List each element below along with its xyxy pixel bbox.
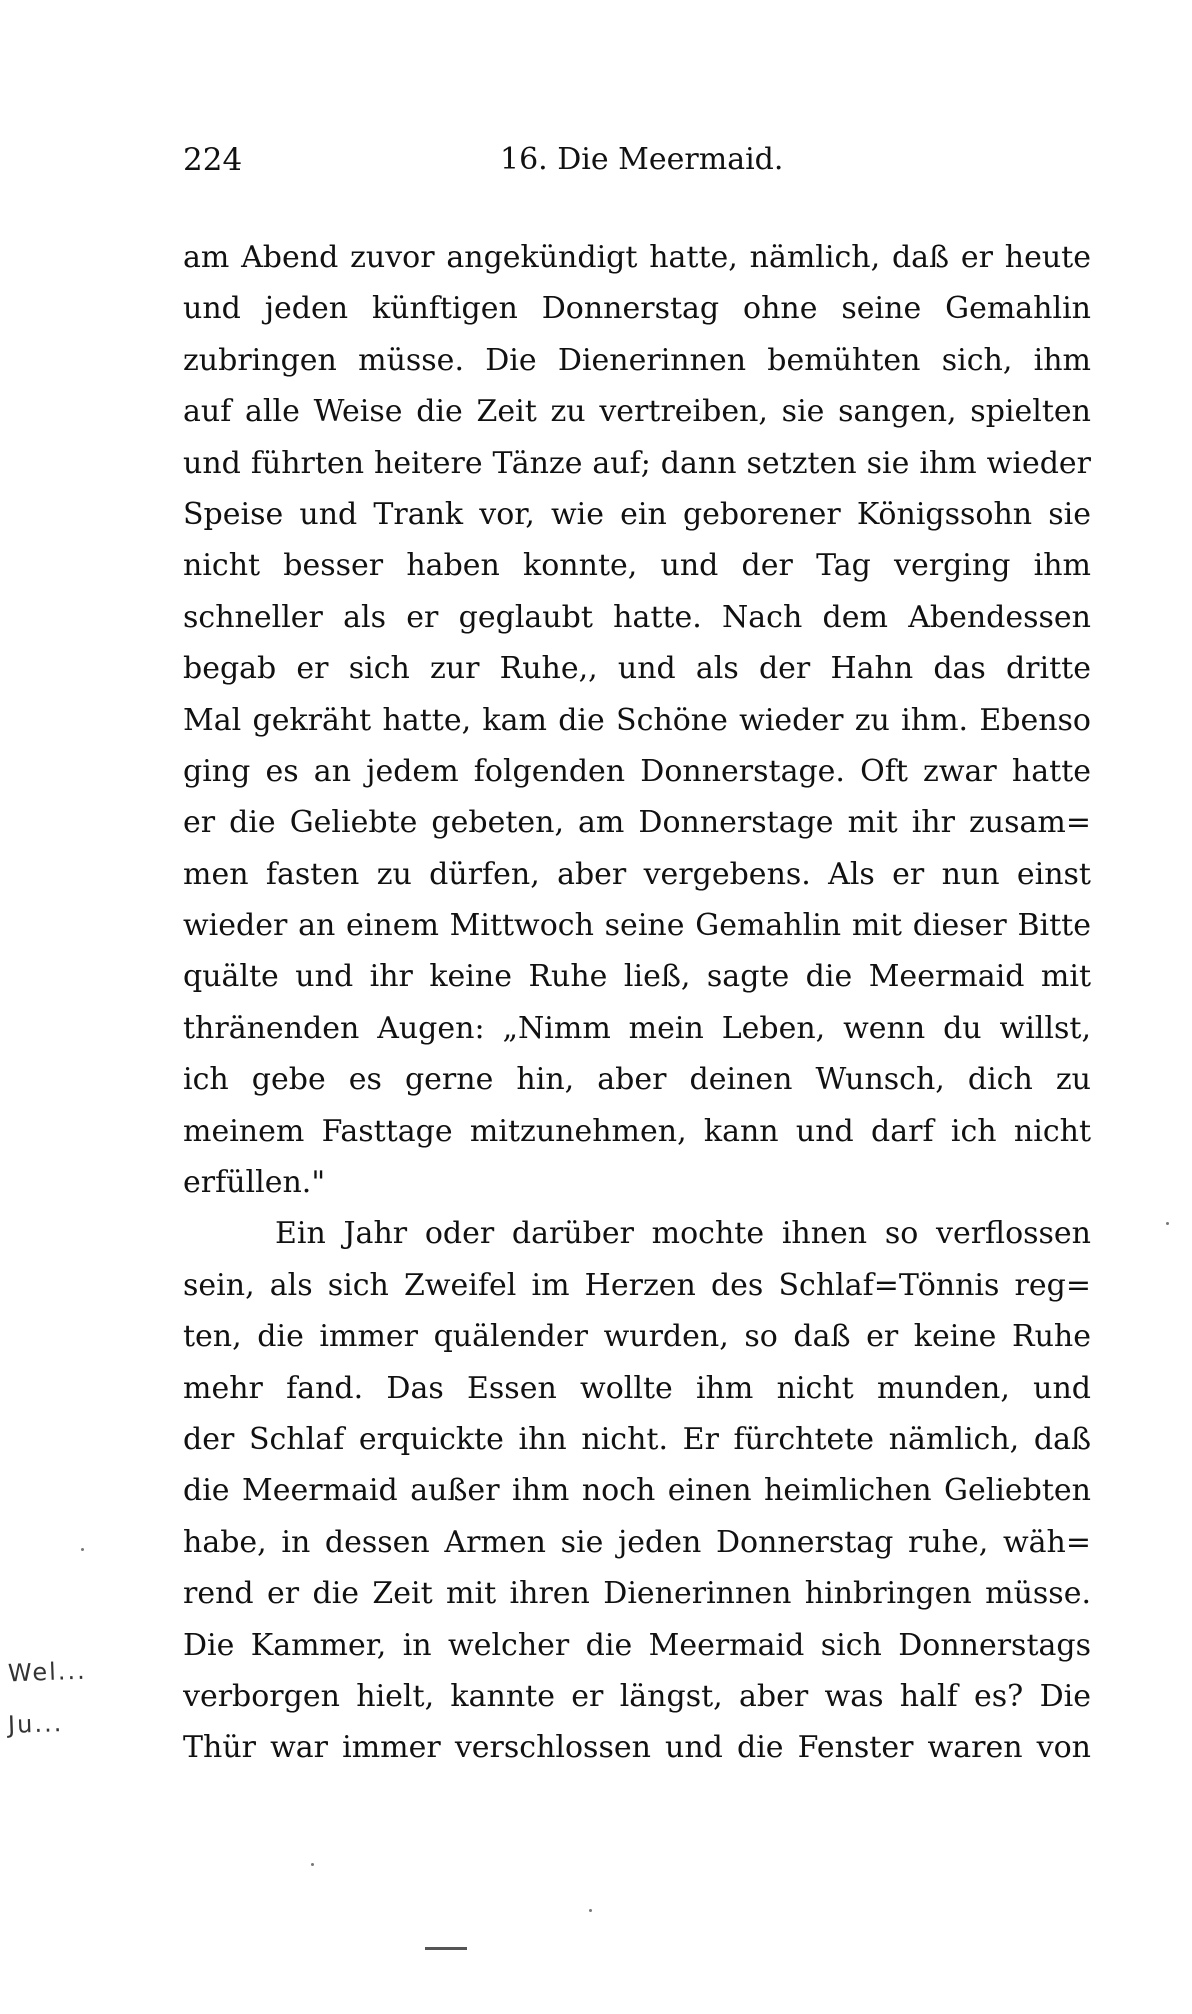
- text-line: und führten heitere Tänze auf; dann setzten sie ihm wieder: [183, 445, 1091, 481]
- bottom-rule-mark: [425, 1947, 467, 1950]
- text-line: Thür war immer verschlossen und die Fenster waren von: [183, 1730, 1091, 1766]
- paper-speck: [81, 1548, 84, 1551]
- text-line: die Meermaid außer ihm noch einen heimlichen Geliebten: [183, 1473, 1091, 1509]
- text-line: Mal gekräht hatte, kam die Schöne wieder zu ihm. Ebenso: [183, 702, 1091, 738]
- body-text: [183, 232, 1091, 1774]
- text-line: der Schlaf erquickte ihn nicht. Er fürchtete nämlich, daß: [183, 1421, 1091, 1457]
- paragraph-end-line: erfüllen.": [183, 1165, 326, 1201]
- page-number: 224: [183, 142, 243, 178]
- text-line: quälte und ihr keine Ruhe ließ, sagte die Meermaid mit: [183, 959, 1091, 995]
- text-line: mehr fand. Das Essen wollte ihm nicht munden, und: [183, 1370, 1091, 1406]
- text-line: wieder an einem Mittwoch seine Gemahlin mit dieser Bitte: [183, 908, 1091, 944]
- handwritten-margin-note: Wel...: [7, 1656, 88, 1688]
- text-line: zubringen müsse. Die Dienerinnen bemühten sich, ihm: [183, 342, 1091, 378]
- paragraph-start-line: Ein Jahr oder darüber mochte ihnen so verflossen: [275, 1216, 1091, 1252]
- text-line: ten, die immer quälender wurden, so daß er keine Ruhe: [183, 1319, 1091, 1355]
- text-line: meinem Fasttage mitzunehmen, kann und darf ich nicht: [183, 1113, 1091, 1149]
- paper-speck: [1166, 1222, 1169, 1225]
- paper-speck: [311, 1863, 314, 1866]
- text-line: ich gebe es gerne hin, aber deinen Wunsch, dich zu: [183, 1062, 1091, 1098]
- text-line: begab er sich zur Ruhe,, und als der Hahn das dritte: [183, 651, 1091, 687]
- text-line: Speise und Trank vor, wie ein geborener Königssohn sie: [183, 496, 1091, 532]
- text-line: rend er die Zeit mit ihren Dienerinnen hinbringen müsse.: [183, 1576, 1091, 1612]
- text-line: habe, in dessen Armen sie jeden Donnerstag ruhe, wäh=: [183, 1524, 1091, 1560]
- text-line: und jeden künftigen Donnerstag ohne seine Gemahlin: [183, 291, 1091, 327]
- text-line: er die Geliebte gebeten, am Donnerstage mit ihr zusam=: [183, 805, 1091, 841]
- text-line: am Abend zuvor angekündigt hatte, nämlich, daß er heute: [183, 240, 1091, 275]
- handwritten-margin-note: Ju...: [7, 1709, 64, 1739]
- paper-speck: [589, 1909, 592, 1912]
- page-header: [183, 142, 1103, 186]
- text-line: men fasten zu dürfen, aber vergebens. Als er nun einst: [183, 856, 1091, 892]
- text-line: sein, als sich Zweifel im Herzen des Schlaf=Tönnis reg=: [183, 1267, 1091, 1303]
- text-line: schneller als er geglaubt hatte. Nach dem Abendessen: [183, 599, 1091, 635]
- text-line: thränenden Augen: „Nimm mein Leben, wenn du willst,: [183, 1010, 1091, 1046]
- text-line: Die Kammer, in welcher die Meermaid sich Donnerstags: [183, 1627, 1091, 1663]
- text-line: nicht besser haben konnte, und der Tag verging ihm: [183, 548, 1091, 584]
- text-line: ging es an jedem folgenden Donnerstage. Oft zwar hatte: [183, 753, 1091, 789]
- text-line: verborgen hielt, kannte er längst, aber was half es? Die: [183, 1678, 1091, 1714]
- text-line: auf alle Weise die Zeit zu vertreiben, sie sangen, spielten: [183, 394, 1091, 430]
- running-title: 16. Die Meermaid.: [500, 142, 784, 177]
